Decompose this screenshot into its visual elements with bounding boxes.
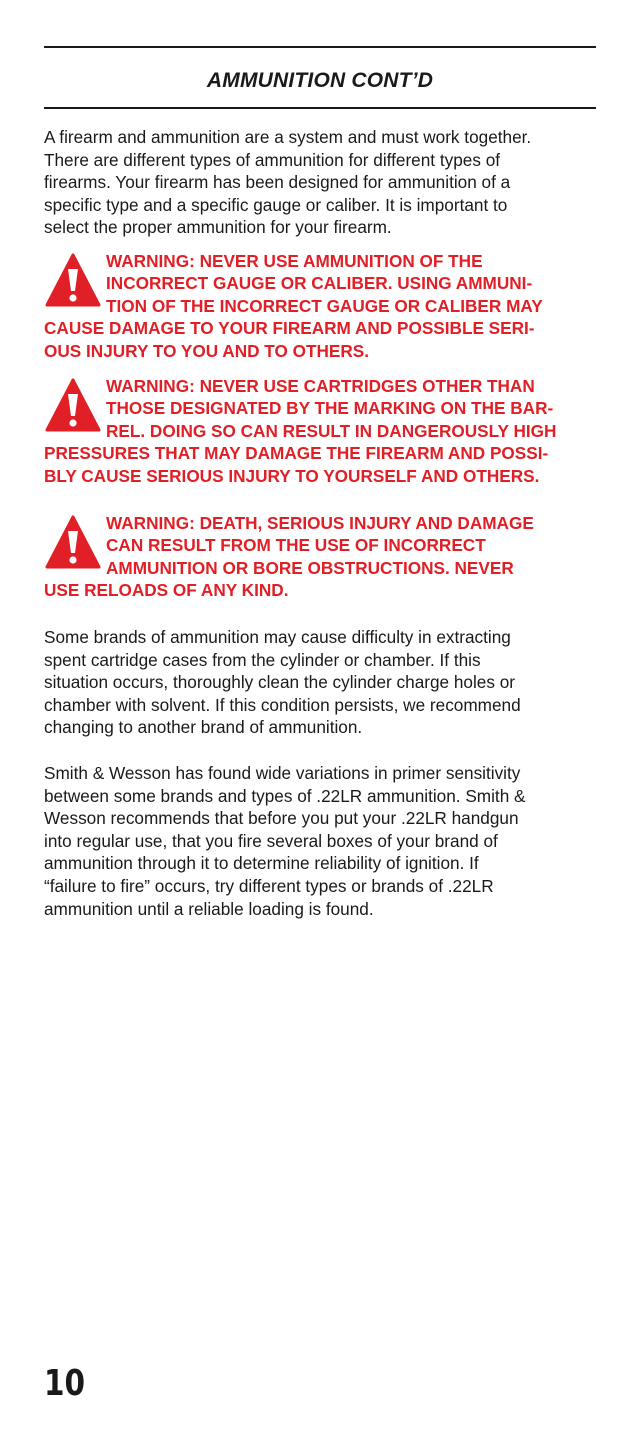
warning-text: WARNING: DEATH, SERIOUS INJURY AND DAMAGE CAN RESULT FROM THE USE OF INCORRECT AMMUNITION OR BORE OBSTRUCTIONS. NEVER USE RELOADS OF ANY KIND. [44, 513, 534, 601]
warning-text: WARNING: NEVER USE AMMUNITION OF THE INCORRECT GAUGE OR CALIBER. USING AMMUNI- TION OF THE INCORRECT GAUGE OR CALIBER MAY CAUSE DAMAGE TO YOUR FIREARM AND POSSIBLE SERI- OUS INJURY TO YOU AND TO OTHERS. [44, 251, 543, 361]
warning-triangle-icon [44, 252, 102, 308]
warning-triangle-icon [44, 514, 102, 570]
header-top-rule [44, 46, 596, 48]
extraction-paragraph: Some brands of ammunition may cause difficulty in extracting spent cartridge cases from the cylinder or chamber. If this situation occurs, thoroughly clean the cylinder charge holes or chamber with solvent. If this condition persists, we recommend changing to another brand of ammunition. [44, 627, 521, 738]
page-number: 10 [44, 1363, 86, 1404]
page-title: AMMUNITION CONT’D [206, 69, 434, 92]
warning-triangle-icon [44, 377, 102, 433]
intro-paragraph: A firearm and ammunition are a system and must work together. There are different types of ammunition for different types of firearms. Your firearm has been designed for ammunition of a specific type and a specific gauge or caliber. It is important to select the proper ammunition for your firearm. [44, 127, 532, 238]
warning-block-cartridges [44, 375, 600, 487]
warning-block-reloads [44, 512, 600, 602]
warning-text: WARNING: NEVER USE CARTRIDGES OTHER THAN THOSE DESIGNATED BY THE MARKING ON THE BAR- REL. DOING SO CAN RESULT IN DANGEROUSLY HIGH PRESSURES THAT MAY DAMAGE THE FIREARM AND POSSI- BLY CAUSE SERIOUS INJURY TO YOURSELF AND OTHERS. [44, 376, 557, 486]
primer-sensitivity-paragraph: Smith & Wesson has found wide variations in primer sensitivity between some brands and types of .22LR ammunition. Smith & Wesson recommends that before you put your .22LR handgun into regular use, that you fire several boxes of your brand of ammunition through it to determine reliability of ignition. If “failure to fire” occurs, try different types or brands of .22LR ammunition until a reliable loading is found. [44, 763, 526, 919]
header-bottom-rule [44, 107, 596, 109]
warning-block-gauge [44, 250, 600, 362]
